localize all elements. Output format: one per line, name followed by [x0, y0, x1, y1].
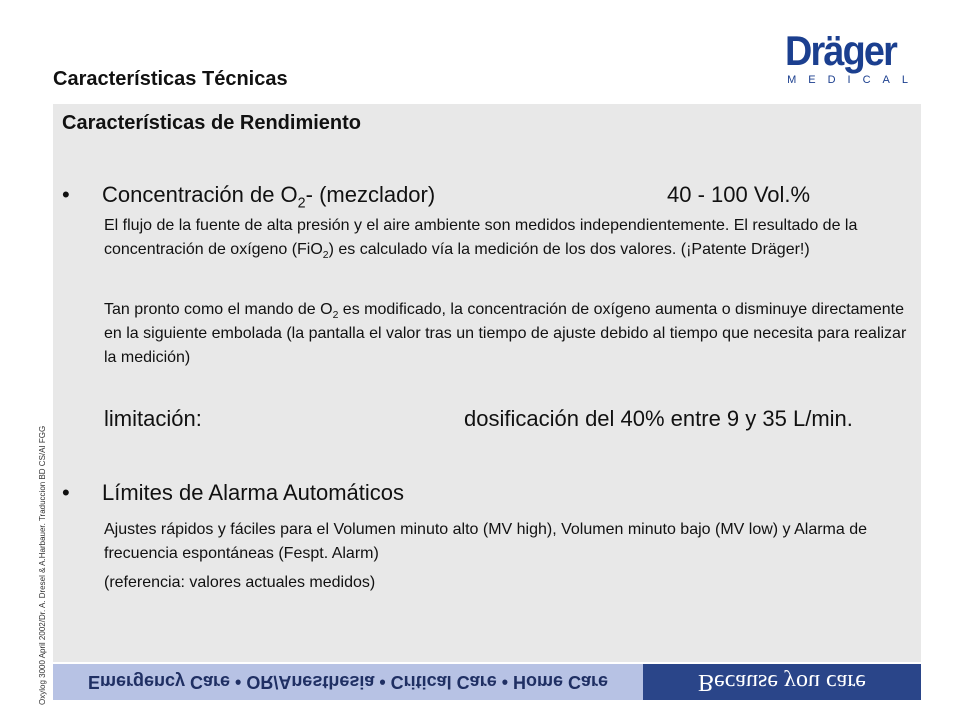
limit-label: limitación:: [104, 406, 202, 431]
bullet-label: Concentración de O: [102, 182, 298, 207]
page-title: Características Técnicas: [53, 68, 288, 90]
para-text: Tan pronto como el mando de O: [104, 301, 333, 318]
bullet-icon: •: [62, 182, 70, 207]
paragraph-o2-knob: [104, 298, 914, 370]
logo-subtitle: MEDICAL: [787, 74, 920, 86]
side-note: Oxylog 3000 April 2002/Dr. A. Dresel & A.Harbauer. Traduccion BD CS/AI FGG: [38, 425, 47, 705]
paragraph-alarm-settings: Ajustes rápidos y fáciles para el Volumen minuto alto (MV high), Volumen minuto bajo (MV low) y Alarma de frecuencia espontáneas (Fespt. Alarm): [104, 521, 868, 562]
subscript: 2: [297, 195, 306, 212]
o2-range-value: 40 - 100 Vol.%: [667, 182, 811, 207]
footer-slogan-text: Because you care: [698, 669, 866, 696]
bullet-icon: •: [62, 480, 70, 505]
bullet-alarm-limits: [62, 480, 404, 506]
limit-value: dosificación del 40% entre 9 y 35 L/min.: [464, 406, 853, 431]
subscript: 2: [332, 310, 339, 322]
footer-slogan: [643, 664, 921, 700]
bullet-label: Límites de Alarma Automáticos: [102, 480, 405, 505]
para-text: es modificado, la concentración de oxígeno aumenta o disminuye directamente en la siguiente embolada (la pantalla el valor tras un tiempo de ajuste debido al tiempo que necesita para realizar la medición): [104, 301, 907, 366]
drager-logo: [785, 27, 920, 86]
paragraph-flow-measurement: [104, 214, 914, 262]
subscript: 2: [322, 250, 329, 262]
paragraph-reference: (referencia: valores actuales medidos): [104, 574, 376, 591]
section-title: Características de Rendimiento: [62, 112, 361, 134]
bullet-o2-concentration: [62, 182, 436, 212]
footer-care-areas: [53, 664, 643, 700]
para-text: ) es calculado vía la medición de los dos valores. (¡Patente Dräger!): [328, 241, 810, 258]
footer-care-text: Emergency Care • OR/Anesthesia • Critical Care • Home Care: [87, 672, 609, 693]
logo-word: Dräger: [785, 27, 897, 74]
para-text: El flujo de la fuente de alta presión y el aire ambiente son medidos independientemente. El resultado de la concentración de oxígeno (FiO: [104, 217, 858, 258]
bullet-label-rest: - (mezclador): [305, 182, 436, 207]
